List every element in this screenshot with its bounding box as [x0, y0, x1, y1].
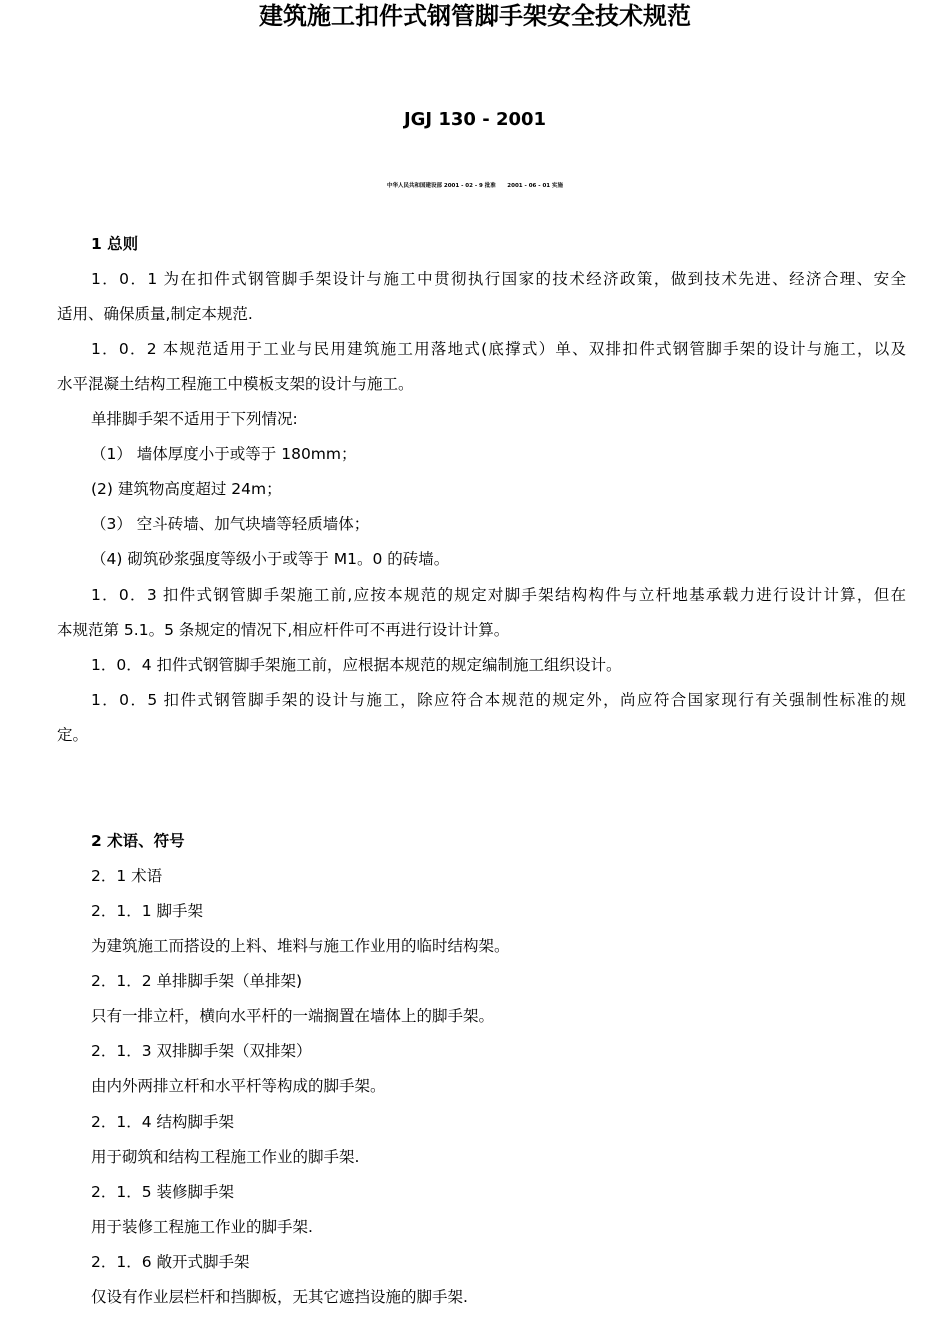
- clause-1-0-2-line-2: 水平混凝土结构工程施工中模板支架的设计与施工。: [57, 375, 414, 393]
- clause-1-0-4: 1．0．4 扣件式钢管脚手架施工前，应根据本规范的规定编制施工组织设计。: [91, 656, 622, 674]
- clause-1-0-3-line-2: 本规范第 5.1。5 条规定的情况下,相应杆件可不再进行设计计算。: [57, 621, 510, 639]
- term-2-1-3-title: 2．1．3 双排脚手架（双排架）: [91, 1042, 312, 1060]
- term-2-1-1-text: 为建筑施工而搭设的上料、堆料与施工作业用的临时结构架。: [91, 937, 510, 955]
- term-2-1-5-title: 2．1．5 装修脚手架: [91, 1183, 235, 1201]
- document-title: 建筑施工扣件式钢管脚手架安全技术规范: [259, 2, 691, 30]
- clause-1-0-2-line-1: 1．0．2 本规范适用于工业与民用建筑施工用落地式(底撑式）单、双排扣件式钢管脚手架的设计与施工，以及: [91, 340, 906, 358]
- term-2-1-2-title: 2．1．2 单排脚手架（单排架): [91, 972, 303, 990]
- term-2-1-4-text: 用于砌筑和结构工程施工作业的脚手架.: [91, 1148, 360, 1166]
- term-2-1-6-text: 仅设有作业层栏杆和挡脚板，无其它遮挡设施的脚手架.: [91, 1288, 468, 1306]
- term-2-1-4-title: 2．1．4 结构脚手架: [91, 1113, 235, 1131]
- clause-1-0-3-line-1: 1．0．3 扣件式钢管脚手架施工前,应按本规范的规定对脚手架结构构件与立杆地基承载力进行设计计算，但在: [91, 586, 906, 604]
- term-2-1-6-title: 2．1．6 敞开式脚手架: [91, 1253, 250, 1271]
- list-item-4: （4) 砌筑砂浆强度等级小于或等于 M1。0 的砖墙。: [91, 550, 450, 568]
- term-2-1-1-title: 2．1．1 脚手架: [91, 902, 204, 920]
- list-item-3: （3） 空斗砖墙、加气块墙等轻质墙体；: [91, 515, 370, 533]
- standard-code: JGJ 130 - 2001: [403, 109, 547, 130]
- term-2-1-3-text: 由内外两排立杆和水平杆等构成的脚手架。: [91, 1077, 386, 1095]
- clause-1-0-5-line-2: 定。: [57, 726, 89, 744]
- subsection-2-1: 2．1 术语: [91, 867, 163, 885]
- term-2-1-2-text: 只有一排立杆，横向水平杆的一端搁置在墙体上的脚手架。: [91, 1007, 495, 1025]
- term-2-1-5-text: 用于装修工程施工作业的脚手架.: [91, 1218, 313, 1236]
- approval-line: 中华人民共和国建设部 2001 - 02 - 9 批准 2001 - 06 - 01 实施: [386, 183, 564, 189]
- clause-1-0-1-line-2: 适用、确保质量,制定本规范.: [57, 305, 253, 323]
- list-item-1: （1） 墙体厚度小于或等于 180mm；: [91, 445, 357, 463]
- list-item-2: (2) 建筑物高度超过 24m；: [91, 480, 282, 498]
- section-1-heading: 1 总则: [91, 235, 139, 253]
- single-row-intro: 单排脚手架不适用于下列情况:: [91, 410, 298, 428]
- clause-1-0-1-line-1: 1．0．1 为在扣件式钢管脚手架设计与施工中贯彻执行国家的技术经济政策，做到技术先进、经济合理、安全: [91, 270, 906, 288]
- section-2-heading: 2 术语、符号: [91, 832, 185, 850]
- clause-1-0-5-line-1: 1．0．5 扣件式钢管脚手架的设计与施工，除应符合本规范的规定外，尚应符合国家现行有关强制性标准的规: [91, 691, 906, 709]
